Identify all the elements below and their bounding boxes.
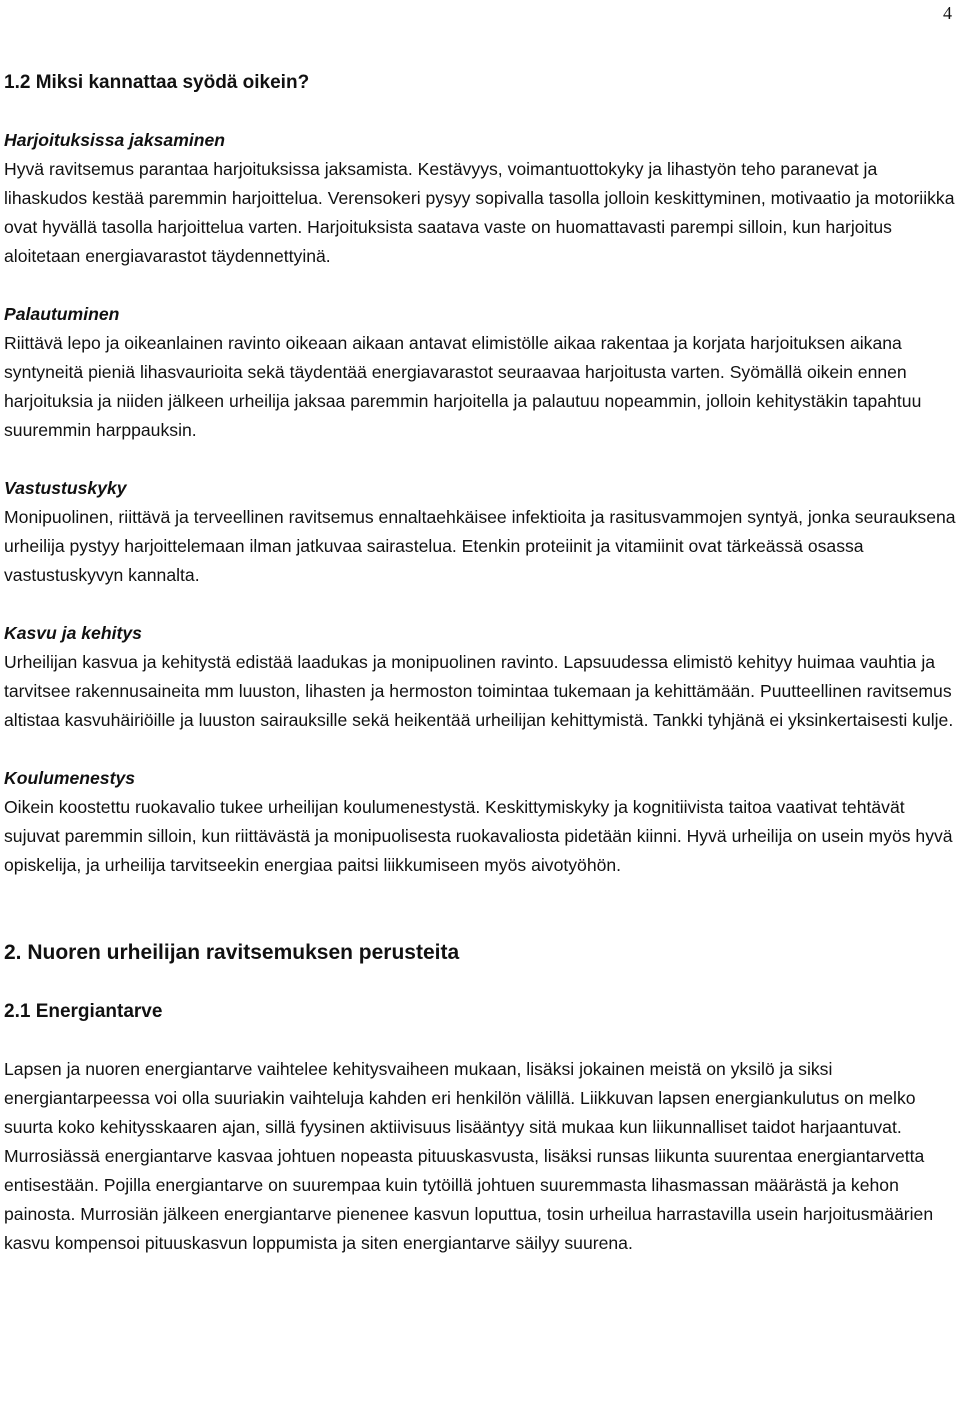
section-title: Harjoituksissa jaksaminen (4, 130, 226, 150)
section-title: Vastustuskyky (4, 478, 127, 498)
document-body (4, 68, 958, 1258)
section-title: Kasvu ja kehitys (4, 623, 142, 643)
heading-2-1: 2.1 Energiantarve (4, 1001, 163, 1022)
section-palautuminen (4, 300, 958, 445)
heading-2: 2. Nuoren urheilijan ravitsemuksen perusteita (4, 941, 460, 964)
section-text: Oikein koostettu ruokavalio tukee urheilijan koulumenestystä. Keskittymiskyky ja kognitiivista taitoa vaativat tehtävät sujuvat paremmin silloin, kun riittävästä ja monipuolisesta ruokavaliosta pidetään kiinni. Hyvä urheilija on usein myös hyvä opiskelija, ja urheilija tarvitseekin energiaa paitsi liikkumiseen myös aivotyöhön. (4, 797, 953, 875)
section-text: Monipuolinen, riittävä ja terveellinen ravitsemus ennaltaehkäisee infektioita ja rasitusvammojen syntyä, jonka seurauksena urheilija pystyy harjoittelemaan ilman jatkuvaa sairastelua. Etenkin proteiinit ja vitamiinit ovat tärkeässä osassa vastustuskyvyn kannalta. (4, 507, 956, 585)
section-koulumenestys (4, 764, 958, 880)
section-text: Riittävä lepo ja oikeanlainen ravinto oikeaan aikaan antavat elimistölle aikaa rakentaa ja korjata harjoituksen aikana syntyneitä pieniä lihasvaurioita sekä täydentää energiavarastot seuraavaa harjoitusta varten. Syömällä oikein ennen harjoituksia ja niiden jälkeen urheilija jaksaa paremmin harjoitella ja palautuu nopeammin, jolloin kehitystäkin tapahtuu suuremmin harppauksin. (4, 333, 922, 440)
page-number: 4 (943, 3, 952, 23)
section-text: Hyvä ravitsemus parantaa harjoituksissa jaksamista. Kestävyys, voimantuottokyky ja lihastyön teho paranevat ja lihaskudos kestää paremmin harjoittelua. Verensokeri pysyy sopivalla tasolla jolloin keskittyminen, motivaatio ja motoriikka ovat hyvällä tasolla harjoittelua varten. Harjoituksista saatava vaste on huomattavasti parempi silloin, kun harjoitus aloitetaan energiavarastot täydennettyinä. (4, 159, 955, 266)
heading-1-2: 1.2 Miksi kannattaa syödä oikein? (4, 72, 310, 93)
section-text: Urheilijan kasvua ja kehitystä edistää laadukas ja monipuolinen ravinto. Lapsuudessa elimistö kehityy huimaa vauhtia ja tarvitsee rakennusaineita mm luuston, lihasten ja hermoston toimintaa tukemaan ja kehittämään. Puutteellinen ravitsemus altistaa kasvuhäiriöille ja luuston sairauksille sekä heikentää urheilijan kehittymistä. Tankki tyhjänä ei yksinkertaisesti kulje. (4, 652, 954, 730)
section-title: Koulumenestys (4, 768, 136, 788)
energy-paragraph: Lapsen ja nuoren energiantarve vaihtelee kehitysvaiheen mukaan, lisäksi jokainen meistä on yksilö ja siksi energiantarpeessa voi olla suuriakin vaihteluja kahden eri henkilön välillä. Liikkuvan lapsen energiankulutus on melko suurta koko kehitysskaaren ajan, sillä fyysinen aktiivisuus lisääntyy sitä mukaa kun liikunnalliset taidot harjaantuvat. Murrosiässä energiantarve kasvaa johtuen nopeasta pituuskasvusta, lisäksi runsas liikunta suurentaa energiantarvetta entisestään. Pojilla energiantarve on suurempaa kuin tytöillä johtuen suuremmasta lihasmassan määrästä ja kehon painosta. Murrosiän jälkeen energiantarve pienenee kasvun loputtua, tosin urheilua harrastavilla usein harjoitusmäärien kasvu kompensoi pituuskasvun loppumista ja siten energiantarve säilyy suurena. (4, 1059, 934, 1253)
section-vastustuskyky (4, 474, 958, 590)
section-kasvu-ja-kehitys (4, 619, 958, 735)
section-harjoituksissa-jaksaminen (4, 126, 958, 271)
section-title: Palautuminen (4, 304, 120, 324)
